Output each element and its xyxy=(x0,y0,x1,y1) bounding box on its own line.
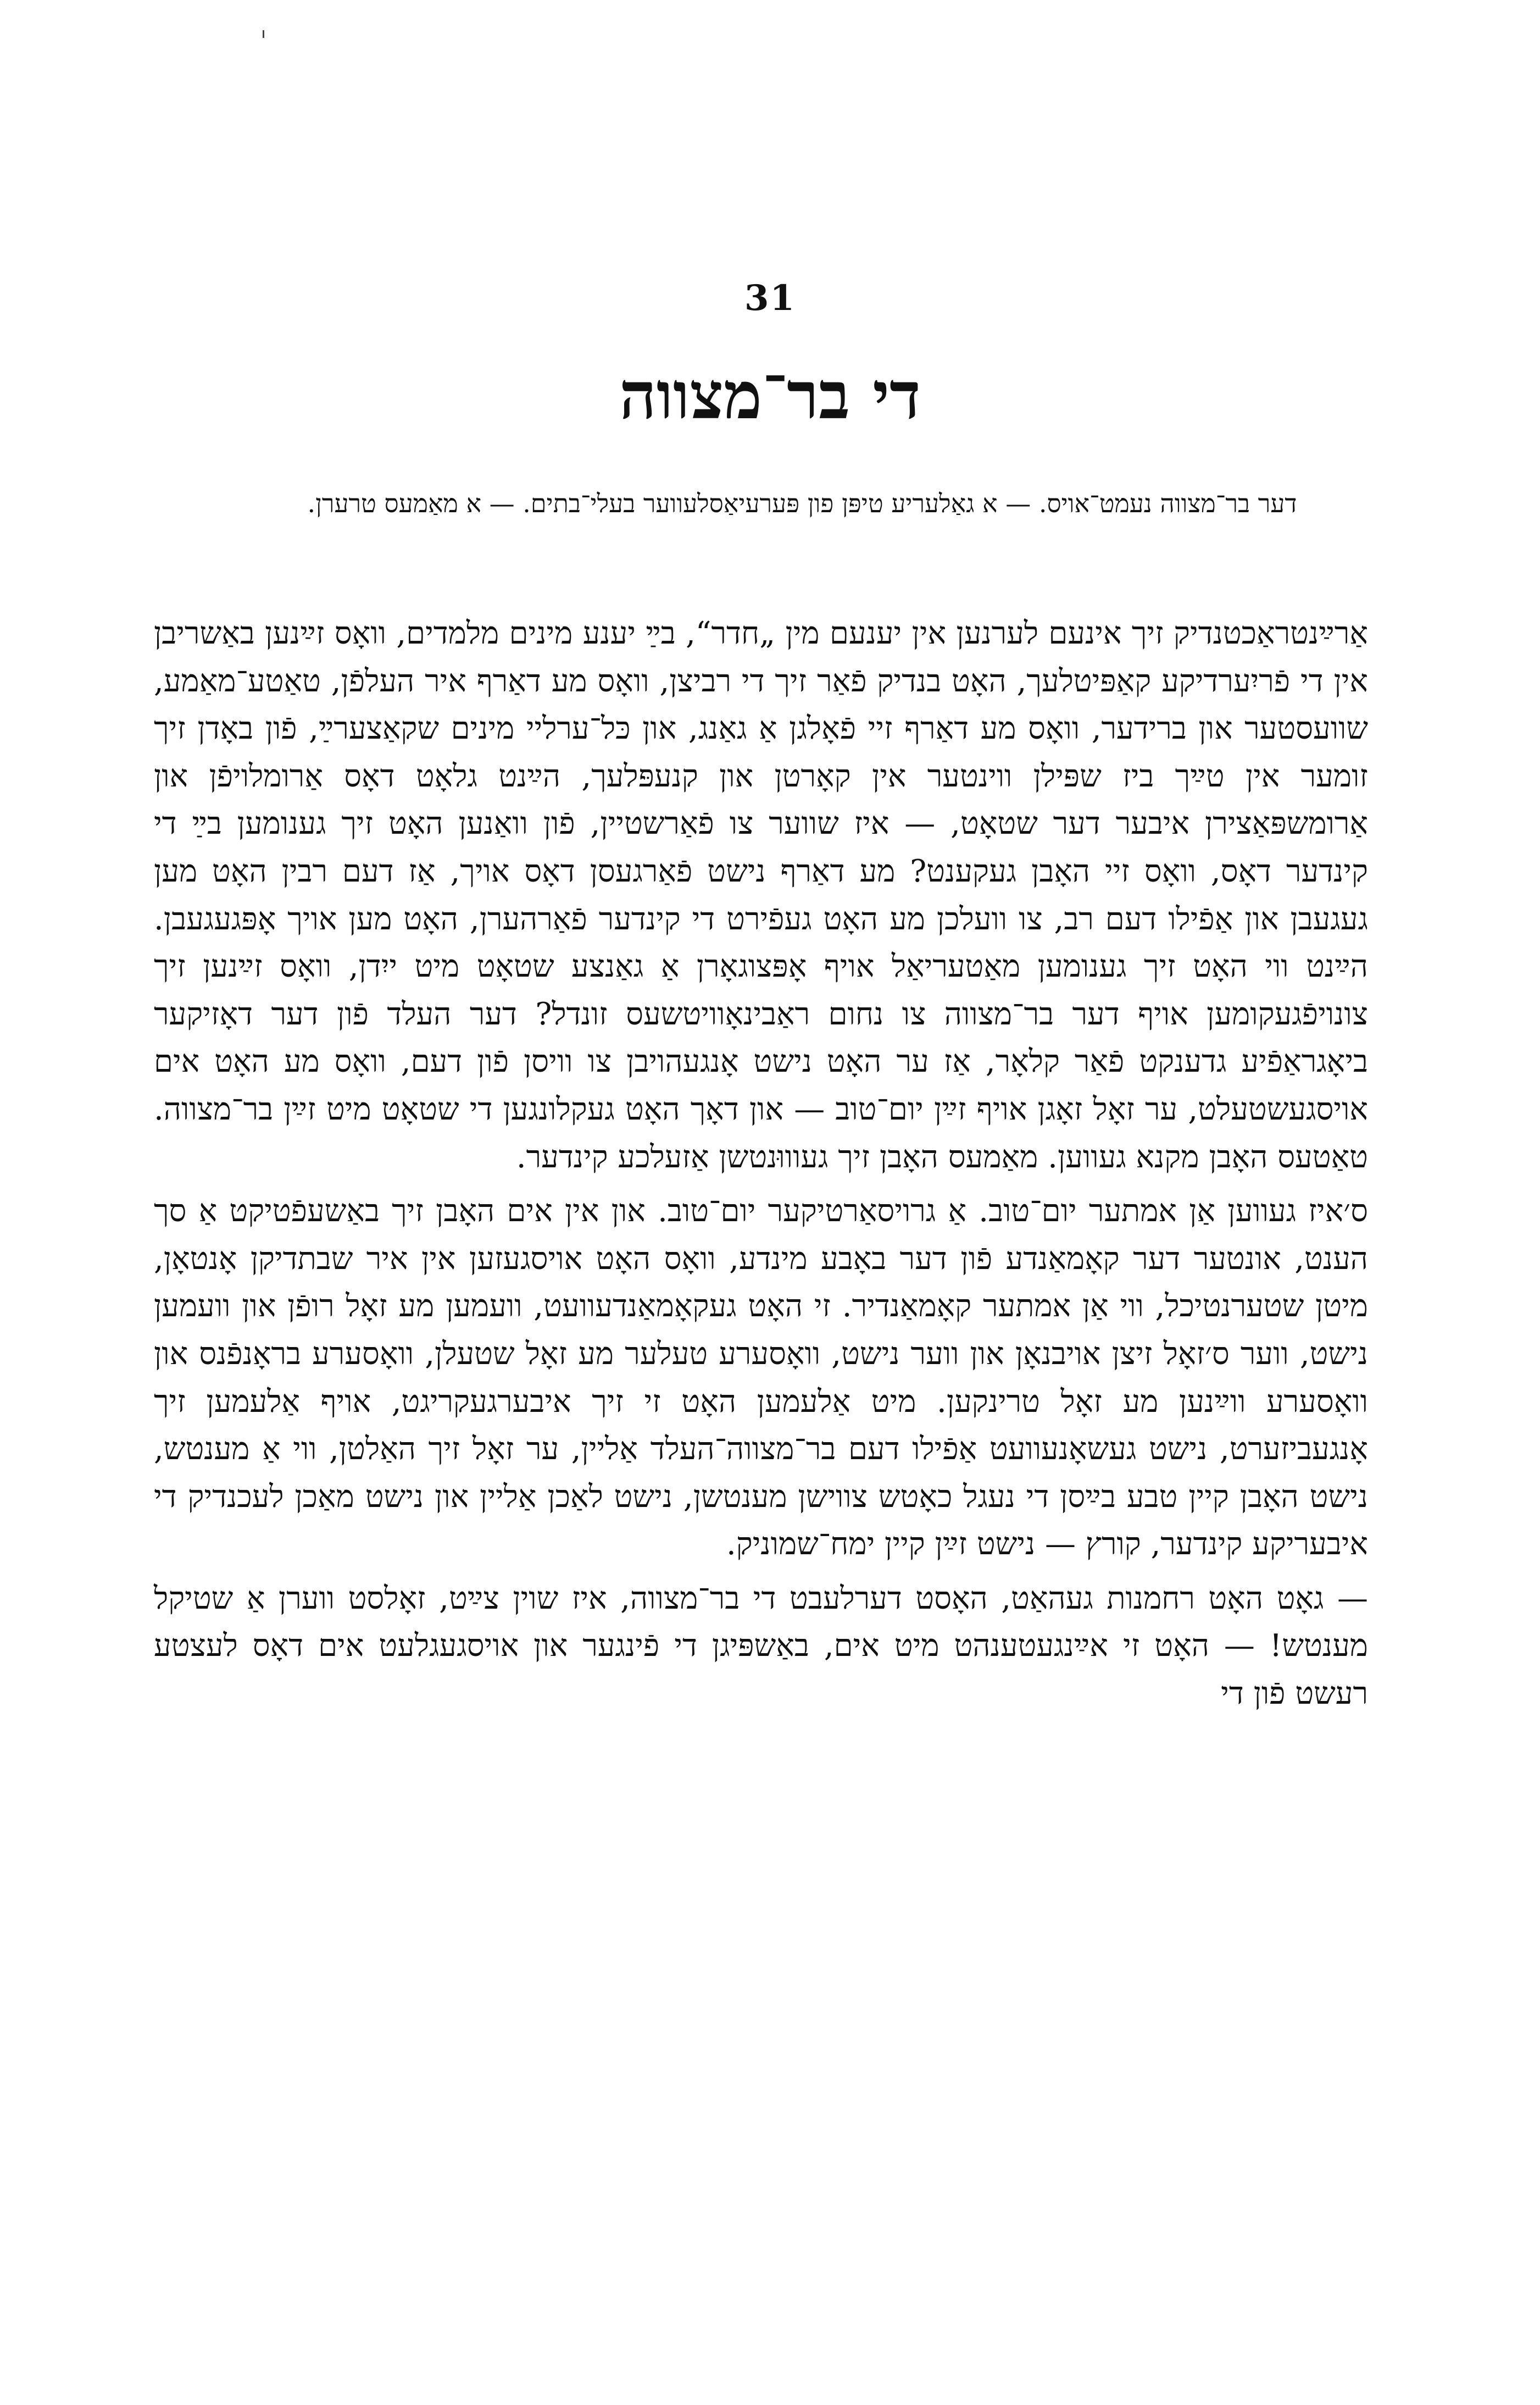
chapter-body xyxy=(154,610,1368,1718)
page-number: 31 xyxy=(744,278,796,319)
scan-speck xyxy=(263,30,264,38)
chapter-title: די בר־מצווה xyxy=(619,357,921,434)
paragraph: — גאָט האָט רחמנות געהאַט, האָסט דערלעבט די בר־מצווה, איז שוין צײַט, זאָלסט ווערן אַ שטיקל מענטש! — האָט זי אײַנגעטענהט מיט אים, באַשפּיגן די פֿינגער און אויסגעגלעט אים דאָס לעצטע רעשט פֿון די xyxy=(154,1580,1368,1712)
paragraph: אַרײַנטראַכטנדיק זיך אינעם לערנען אין יענעם מין „חדר“, בײַ יענע מינים מלמדים, וואָס זײַנען באַשריבן אין די פֿריִערדיקע קאַפּיטלעך, האָט בנדיק פֿאַר זיך די רביצן, וואָס מע דאַרף איר העלפֿן, טאַטע־מאַמע, שוועסטער און ברידער, וואָס מע דאַרף זיי פֿאָלגן אַ גאַנג, און כּל־ערליי מינים שקאַצערײַ, פֿון באָדן זיך זומער אין טײַך ביז שפּילן ווינטער אין קאָרטן און קנעפּלעך, הײַנט גלאָט דאָס אַרומלויפֿן און אַרומשפּאַצירן איבער דער שטאָט, — איז שווער צו פֿאַרשטיין, פֿון וואַנען האָט זיך גענומען בײַ די קינדער דאָס, וואָס זיי האָבן געקענט? מע דאַרף נישט פֿאַרגעסן דאָס אויך, אַז דעם רבין האָט מען געגעבן און אַפֿילו דעם רב, צו וועלכן מע האָט געפֿירט די קינדער פֿאַרהערן, האָט מען אויך אָפּגעגעבן. הײַנט ווי האָט זיך גענומען מאַטעריאַל אויף אָפּצוגאָרן אַ גאַנצע שטאָט מיט ייִדן, וואָס זײַנען זיך צונויפֿגעקומען אויף דער בר־מצווה צו נחום ראַבינאָוויטשעס זונדל? דער העלד פֿון דער דאָזיקער ביאָגראַפֿיע גדענקט פֿאַר קלאָר, אַז ער האָט נישט אָנגעהויבן צו וויסן פֿון דעם, וואָס מע האָט אים אויסגעשטעלט, ער זאָל זאָגן אויף זײַן יום־טוב — און דאָך האָט געקלונגען די שטאָט מיט זײַן בר־מצווה. טאַטעס האָבן מקנא געווען. מאַמעס האָבן זיך געוווּנטשן אַזעלכע קינדער. xyxy=(154,616,1369,1175)
chapter-summary: דער בר־מצווה נעמט־אויס. — א גאַלעריע טיפּן פון פּערעיאַסלעווער בעלי־בתים. — א מאַמעס טרערן. xyxy=(307,489,1297,518)
paragraph: ס׳איז געווען אַן אמתער יום־טוב. אַ גרויסאַרטיקער יום־טוב. און אין אים האָבן זיך באַשעפֿטיקט אַ סך הענט, אונטער דער קאָמאַנדע פֿון דער באָבע מינדע, וואָס האָט אויסגעזען אין איר שבתדיקן אָנטאָן, מיטן שטערנטיכל, ווי אַן אמתער קאָמאַנדיר. זי האָט געקאָמאַנדעוועט, וועמען מע זאָל רופֿן און וועמען נישט, ווער ס׳זאָל זיצן אויבנאָן און ווער נישט, וואָסערע טעלער מע זאָל שטעלן, וואָסערע בראָנפֿנס און וואָסערע ווײַנען מע זאָל טרינקען. מיט אַלעמען האָט זי זיך איבערגעקריגט, אויף אַלעמען זיך אָנגעביזערט, נישט געשאָנעוועט אַפֿילו דעם בר־מצווה־העלד אַליין, ער זאָל זיך האַלטן, ווי אַ מענטש, נישט האָבן קיין טבע בײַסן די נעגל כאָטש צווישן מענטשן, נישט לאַכן אַליין און נישט מאַכן לעכנדיק די איבעריקע קינדער, קורץ — נישט זײַן קיין ימח־שמוניק. xyxy=(154,1193,1369,1562)
